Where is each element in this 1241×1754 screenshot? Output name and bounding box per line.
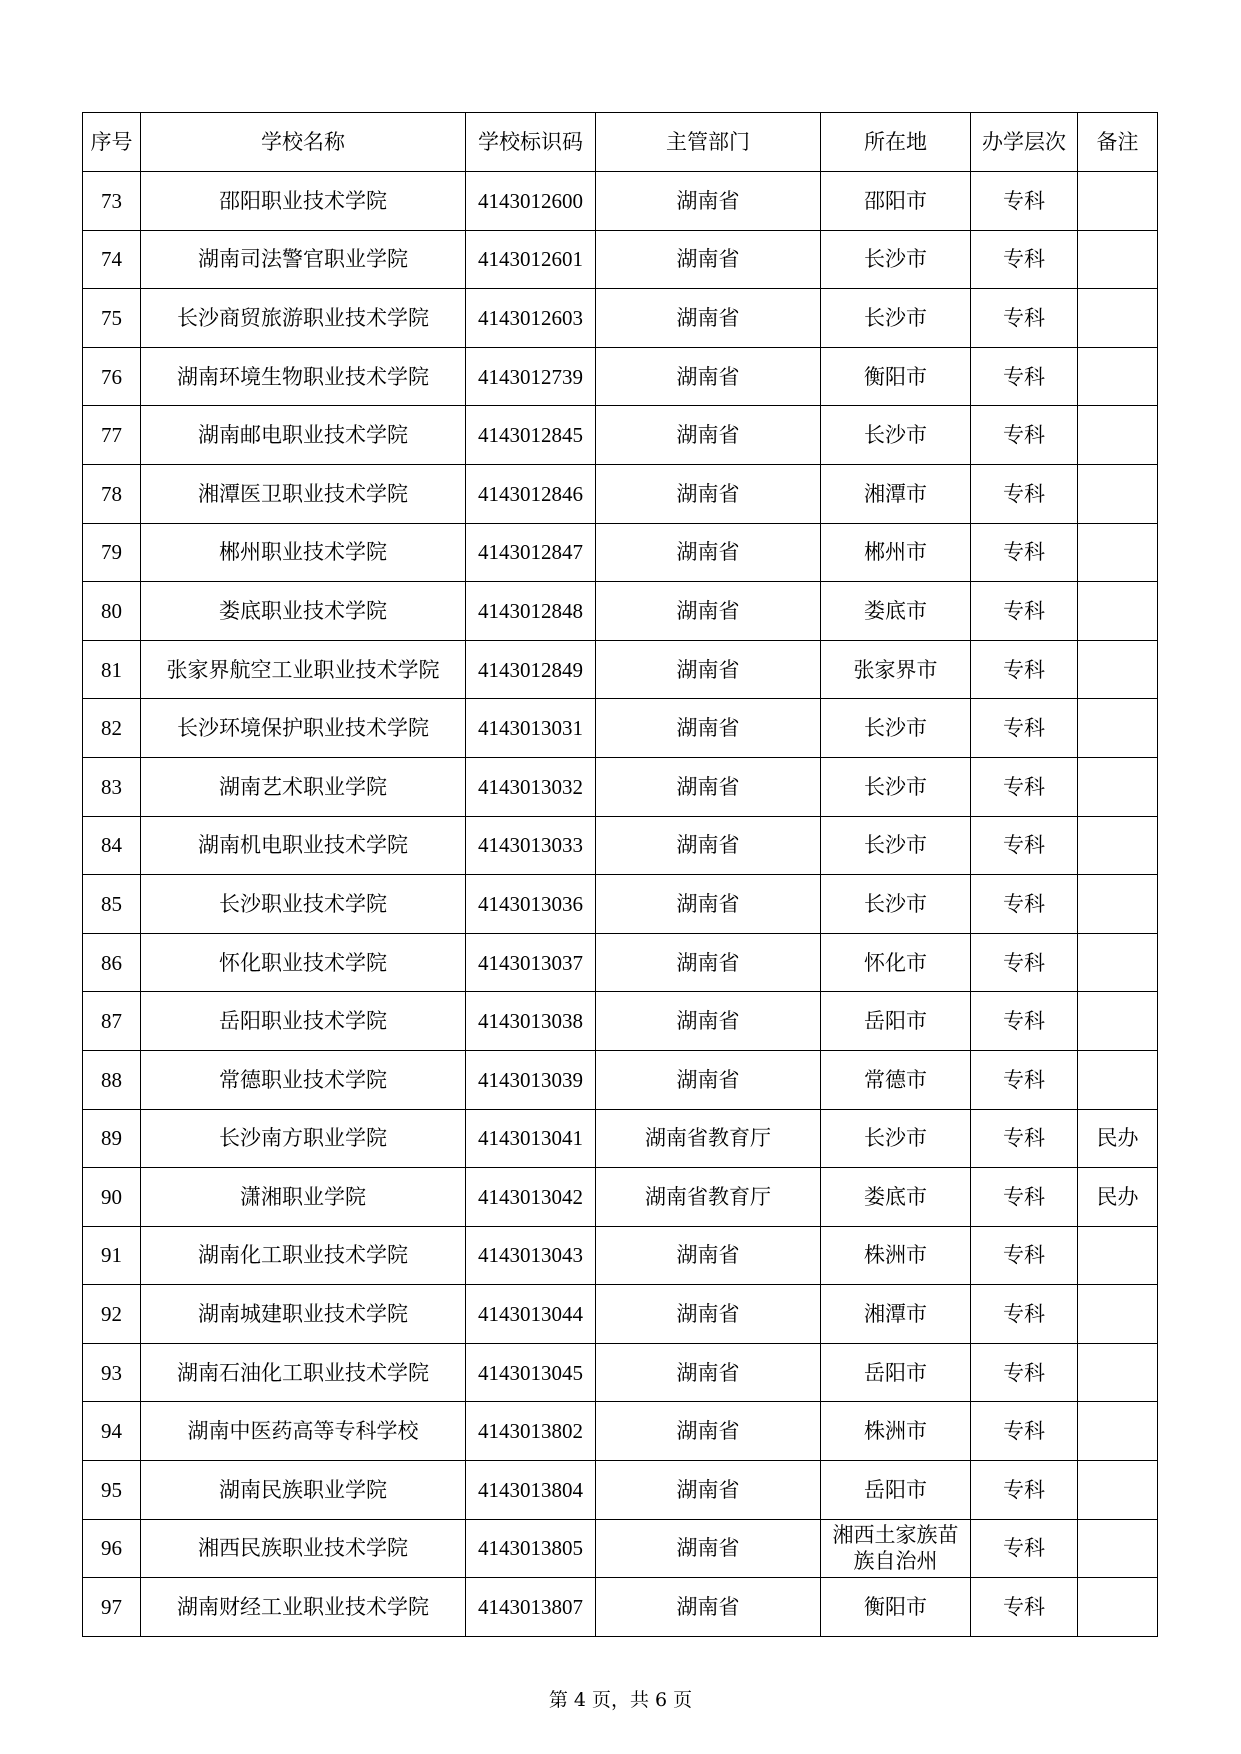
cell-school-name: 湖南机电职业技术学院: [141, 816, 466, 875]
cell-level: 专科: [971, 523, 1078, 582]
cell-school-code: 4143013039: [466, 1050, 596, 1109]
header-location: 所在地: [821, 113, 971, 172]
cell-school-code: 4143013031: [466, 699, 596, 758]
school-list-table: [82, 112, 1158, 1637]
cell-school-name: 长沙商贸旅游职业技术学院: [141, 289, 466, 348]
cell-level: 专科: [971, 172, 1078, 231]
table-row: [83, 640, 1158, 699]
cell-department: 湖南省: [596, 1578, 821, 1637]
cell-level: 专科: [971, 640, 1078, 699]
cell-note: [1078, 640, 1158, 699]
cell-department: 湖南省: [596, 1519, 821, 1578]
table-row: [83, 523, 1158, 582]
cell-school-code: 4143012845: [466, 406, 596, 465]
cell-school-name: 常德职业技术学院: [141, 1050, 466, 1109]
table-row: [83, 1461, 1158, 1520]
header-index: 序号: [83, 113, 141, 172]
cell-note: [1078, 172, 1158, 231]
table-row: [83, 1226, 1158, 1285]
cell-location: 长沙市: [821, 1109, 971, 1168]
cell-level: 专科: [971, 933, 1078, 992]
cell-index: 94: [83, 1402, 141, 1461]
cell-school-name: 岳阳职业技术学院: [141, 992, 466, 1051]
cell-location: 衡阳市: [821, 1578, 971, 1637]
cell-school-code: 4143012739: [466, 347, 596, 406]
cell-index: 76: [83, 347, 141, 406]
cell-level: 专科: [971, 406, 1078, 465]
cell-level: 专科: [971, 289, 1078, 348]
cell-school-name: 湖南石油化工职业技术学院: [141, 1343, 466, 1402]
cell-location: 邵阳市: [821, 172, 971, 231]
table-row: [83, 992, 1158, 1051]
cell-school-code: 4143012846: [466, 464, 596, 523]
cell-index: 82: [83, 699, 141, 758]
cell-department: 湖南省: [596, 172, 821, 231]
cell-level: 专科: [971, 1343, 1078, 1402]
table-row: [83, 1402, 1158, 1461]
cell-index: 85: [83, 875, 141, 934]
table-row: [83, 406, 1158, 465]
header-note: 备注: [1078, 113, 1158, 172]
cell-department: 湖南省: [596, 816, 821, 875]
cell-school-name: 湘潭医卫职业技术学院: [141, 464, 466, 523]
cell-school-name: 湖南司法警官职业学院: [141, 230, 466, 289]
cell-school-code: 4143013033: [466, 816, 596, 875]
header-school-name: 学校名称: [141, 113, 466, 172]
cell-department: 湖南省: [596, 1285, 821, 1344]
table-row: [83, 933, 1158, 992]
cell-location: 岳阳市: [821, 992, 971, 1051]
cell-location: 郴州市: [821, 523, 971, 582]
cell-school-code: 4143013802: [466, 1402, 596, 1461]
cell-note: [1078, 992, 1158, 1051]
cell-level: 专科: [971, 1285, 1078, 1344]
cell-index: 88: [83, 1050, 141, 1109]
table-row: [83, 1050, 1158, 1109]
cell-department: 湖南省: [596, 582, 821, 641]
cell-department: 湖南省: [596, 1402, 821, 1461]
table-row: [83, 347, 1158, 406]
cell-school-code: 4143013804: [466, 1461, 596, 1520]
cell-school-name: 邵阳职业技术学院: [141, 172, 466, 231]
cell-location: 娄底市: [821, 582, 971, 641]
cell-location: 长沙市: [821, 289, 971, 348]
table-row: [83, 230, 1158, 289]
cell-note: [1078, 1285, 1158, 1344]
cell-school-code: 4143012600: [466, 172, 596, 231]
cell-index: 96: [83, 1519, 141, 1578]
cell-school-name: 湖南邮电职业技术学院: [141, 406, 466, 465]
table-row: [83, 289, 1158, 348]
table-row: [83, 757, 1158, 816]
cell-location: 株洲市: [821, 1402, 971, 1461]
cell-department: 湖南省: [596, 933, 821, 992]
cell-school-name: 长沙南方职业学院: [141, 1109, 466, 1168]
cell-note: [1078, 582, 1158, 641]
cell-department: 湖南省: [596, 1050, 821, 1109]
cell-index: 79: [83, 523, 141, 582]
cell-department: 湖南省: [596, 1226, 821, 1285]
cell-index: 80: [83, 582, 141, 641]
cell-index: 95: [83, 1461, 141, 1520]
cell-index: 74: [83, 230, 141, 289]
cell-school-code: 4143013044: [466, 1285, 596, 1344]
cell-level: 专科: [971, 992, 1078, 1051]
cell-school-name: 湖南艺术职业学院: [141, 757, 466, 816]
cell-level: 专科: [971, 1461, 1078, 1520]
cell-school-name: 湖南化工职业技术学院: [141, 1226, 466, 1285]
cell-school-name: 湖南财经工业职业技术学院: [141, 1578, 466, 1637]
cell-school-name: 湖南中医药高等专科学校: [141, 1402, 466, 1461]
cell-location: 岳阳市: [821, 1343, 971, 1402]
table-row: [83, 1578, 1158, 1637]
cell-level: 专科: [971, 1578, 1078, 1637]
header-department: 主管部门: [596, 113, 821, 172]
cell-department: 湖南省: [596, 230, 821, 289]
cell-note: 民办: [1078, 1168, 1158, 1227]
cell-note: [1078, 1050, 1158, 1109]
cell-school-name: 怀化职业技术学院: [141, 933, 466, 992]
cell-note: [1078, 816, 1158, 875]
cell-school-code: 4143013036: [466, 875, 596, 934]
cell-department: 湖南省: [596, 406, 821, 465]
cell-index: 90: [83, 1168, 141, 1227]
table-row: [83, 875, 1158, 934]
table-row: [83, 172, 1158, 231]
cell-index: 73: [83, 172, 141, 231]
header-school-code: 学校标识码: [466, 113, 596, 172]
cell-school-name: 湘西民族职业技术学院: [141, 1519, 466, 1578]
cell-school-code: 4143012847: [466, 523, 596, 582]
cell-note: [1078, 1402, 1158, 1461]
cell-location: 张家界市: [821, 640, 971, 699]
cell-index: 75: [83, 289, 141, 348]
cell-school-code: 4143013032: [466, 757, 596, 816]
header-level: 办学层次: [971, 113, 1078, 172]
cell-school-code: 4143013045: [466, 1343, 596, 1402]
cell-note: [1078, 523, 1158, 582]
cell-school-name: 湖南城建职业技术学院: [141, 1285, 466, 1344]
cell-school-code: 4143013805: [466, 1519, 596, 1578]
cell-note: [1078, 699, 1158, 758]
table-row: [83, 699, 1158, 758]
cell-index: 89: [83, 1109, 141, 1168]
cell-department: 湖南省: [596, 757, 821, 816]
cell-school-code: 4143013041: [466, 1109, 596, 1168]
cell-index: 83: [83, 757, 141, 816]
cell-index: 86: [83, 933, 141, 992]
cell-note: [1078, 230, 1158, 289]
cell-school-name: 湖南环境生物职业技术学院: [141, 347, 466, 406]
cell-index: 97: [83, 1578, 141, 1637]
cell-location: 娄底市: [821, 1168, 971, 1227]
table-body: [83, 172, 1158, 1637]
cell-note: [1078, 875, 1158, 934]
cell-note: [1078, 347, 1158, 406]
cell-location: 长沙市: [821, 875, 971, 934]
cell-school-code: 4143012601: [466, 230, 596, 289]
cell-school-code: 4143012603: [466, 289, 596, 348]
cell-location: 长沙市: [821, 230, 971, 289]
cell-school-name: 张家界航空工业职业技术学院: [141, 640, 466, 699]
cell-department: 湖南省: [596, 347, 821, 406]
cell-location: 湘潭市: [821, 1285, 971, 1344]
cell-school-name: 郴州职业技术学院: [141, 523, 466, 582]
cell-school-name: 潇湘职业学院: [141, 1168, 466, 1227]
cell-school-code: 4143013043: [466, 1226, 596, 1285]
cell-level: 专科: [971, 582, 1078, 641]
cell-note: [1078, 933, 1158, 992]
cell-index: 93: [83, 1343, 141, 1402]
cell-index: 91: [83, 1226, 141, 1285]
cell-note: [1078, 1343, 1158, 1402]
cell-location: 长沙市: [821, 816, 971, 875]
cell-location: 长沙市: [821, 699, 971, 758]
cell-location: 怀化市: [821, 933, 971, 992]
cell-location: 常德市: [821, 1050, 971, 1109]
cell-location: 湘潭市: [821, 464, 971, 523]
cell-location: 株洲市: [821, 1226, 971, 1285]
table-row: [83, 1168, 1158, 1227]
cell-school-name: 长沙职业技术学院: [141, 875, 466, 934]
cell-location: 衡阳市: [821, 347, 971, 406]
table-header-row: [83, 113, 1158, 172]
cell-level: 专科: [971, 875, 1078, 934]
cell-level: 专科: [971, 1519, 1078, 1578]
cell-school-code: 4143013807: [466, 1578, 596, 1637]
cell-department: 湖南省教育厅: [596, 1168, 821, 1227]
cell-level: 专科: [971, 1402, 1078, 1461]
cell-school-code: 4143013042: [466, 1168, 596, 1227]
cell-level: 专科: [971, 1226, 1078, 1285]
cell-school-code: 4143012849: [466, 640, 596, 699]
cell-school-code: 4143013038: [466, 992, 596, 1051]
table-row: [83, 1109, 1158, 1168]
cell-level: 专科: [971, 1168, 1078, 1227]
cell-location: 长沙市: [821, 406, 971, 465]
cell-department: 湖南省: [596, 523, 821, 582]
cell-location: 湘西土家族苗 族自治州: [821, 1519, 971, 1578]
cell-department: 湖南省: [596, 1343, 821, 1402]
cell-school-code: 4143012848: [466, 582, 596, 641]
cell-department: 湖南省: [596, 1461, 821, 1520]
cell-department: 湖南省教育厅: [596, 1109, 821, 1168]
cell-level: 专科: [971, 757, 1078, 816]
cell-school-name: 长沙环境保护职业技术学院: [141, 699, 466, 758]
cell-department: 湖南省: [596, 464, 821, 523]
cell-index: 84: [83, 816, 141, 875]
cell-school-code: 4143013037: [466, 933, 596, 992]
cell-level: 专科: [971, 816, 1078, 875]
cell-index: 87: [83, 992, 141, 1051]
cell-level: 专科: [971, 347, 1078, 406]
cell-index: 92: [83, 1285, 141, 1344]
cell-location: 长沙市: [821, 757, 971, 816]
cell-level: 专科: [971, 699, 1078, 758]
cell-department: 湖南省: [596, 289, 821, 348]
cell-department: 湖南省: [596, 992, 821, 1051]
cell-location: 岳阳市: [821, 1461, 971, 1520]
cell-department: 湖南省: [596, 699, 821, 758]
table-row: [83, 582, 1158, 641]
table-row: [83, 816, 1158, 875]
cell-index: 77: [83, 406, 141, 465]
cell-level: 专科: [971, 464, 1078, 523]
cell-school-name: 湖南民族职业学院: [141, 1461, 466, 1520]
cell-department: 湖南省: [596, 875, 821, 934]
cell-note: 民办: [1078, 1109, 1158, 1168]
table-row: [83, 1285, 1158, 1344]
cell-note: [1078, 1578, 1158, 1637]
cell-note: [1078, 289, 1158, 348]
page-footer: 第 4 页，共 6 页: [548, 1689, 693, 1711]
cell-note: [1078, 1461, 1158, 1520]
cell-note: [1078, 1519, 1158, 1578]
cell-index: 78: [83, 464, 141, 523]
cell-level: 专科: [971, 1050, 1078, 1109]
cell-level: 专科: [971, 230, 1078, 289]
cell-level: 专科: [971, 1109, 1078, 1168]
table-row: [83, 1519, 1158, 1578]
cell-department: 湖南省: [596, 640, 821, 699]
cell-note: [1078, 464, 1158, 523]
cell-note: [1078, 406, 1158, 465]
cell-note: [1078, 1226, 1158, 1285]
table-row: [83, 464, 1158, 523]
table-row: [83, 1343, 1158, 1402]
cell-note: [1078, 757, 1158, 816]
cell-school-name: 娄底职业技术学院: [141, 582, 466, 641]
cell-index: 81: [83, 640, 141, 699]
